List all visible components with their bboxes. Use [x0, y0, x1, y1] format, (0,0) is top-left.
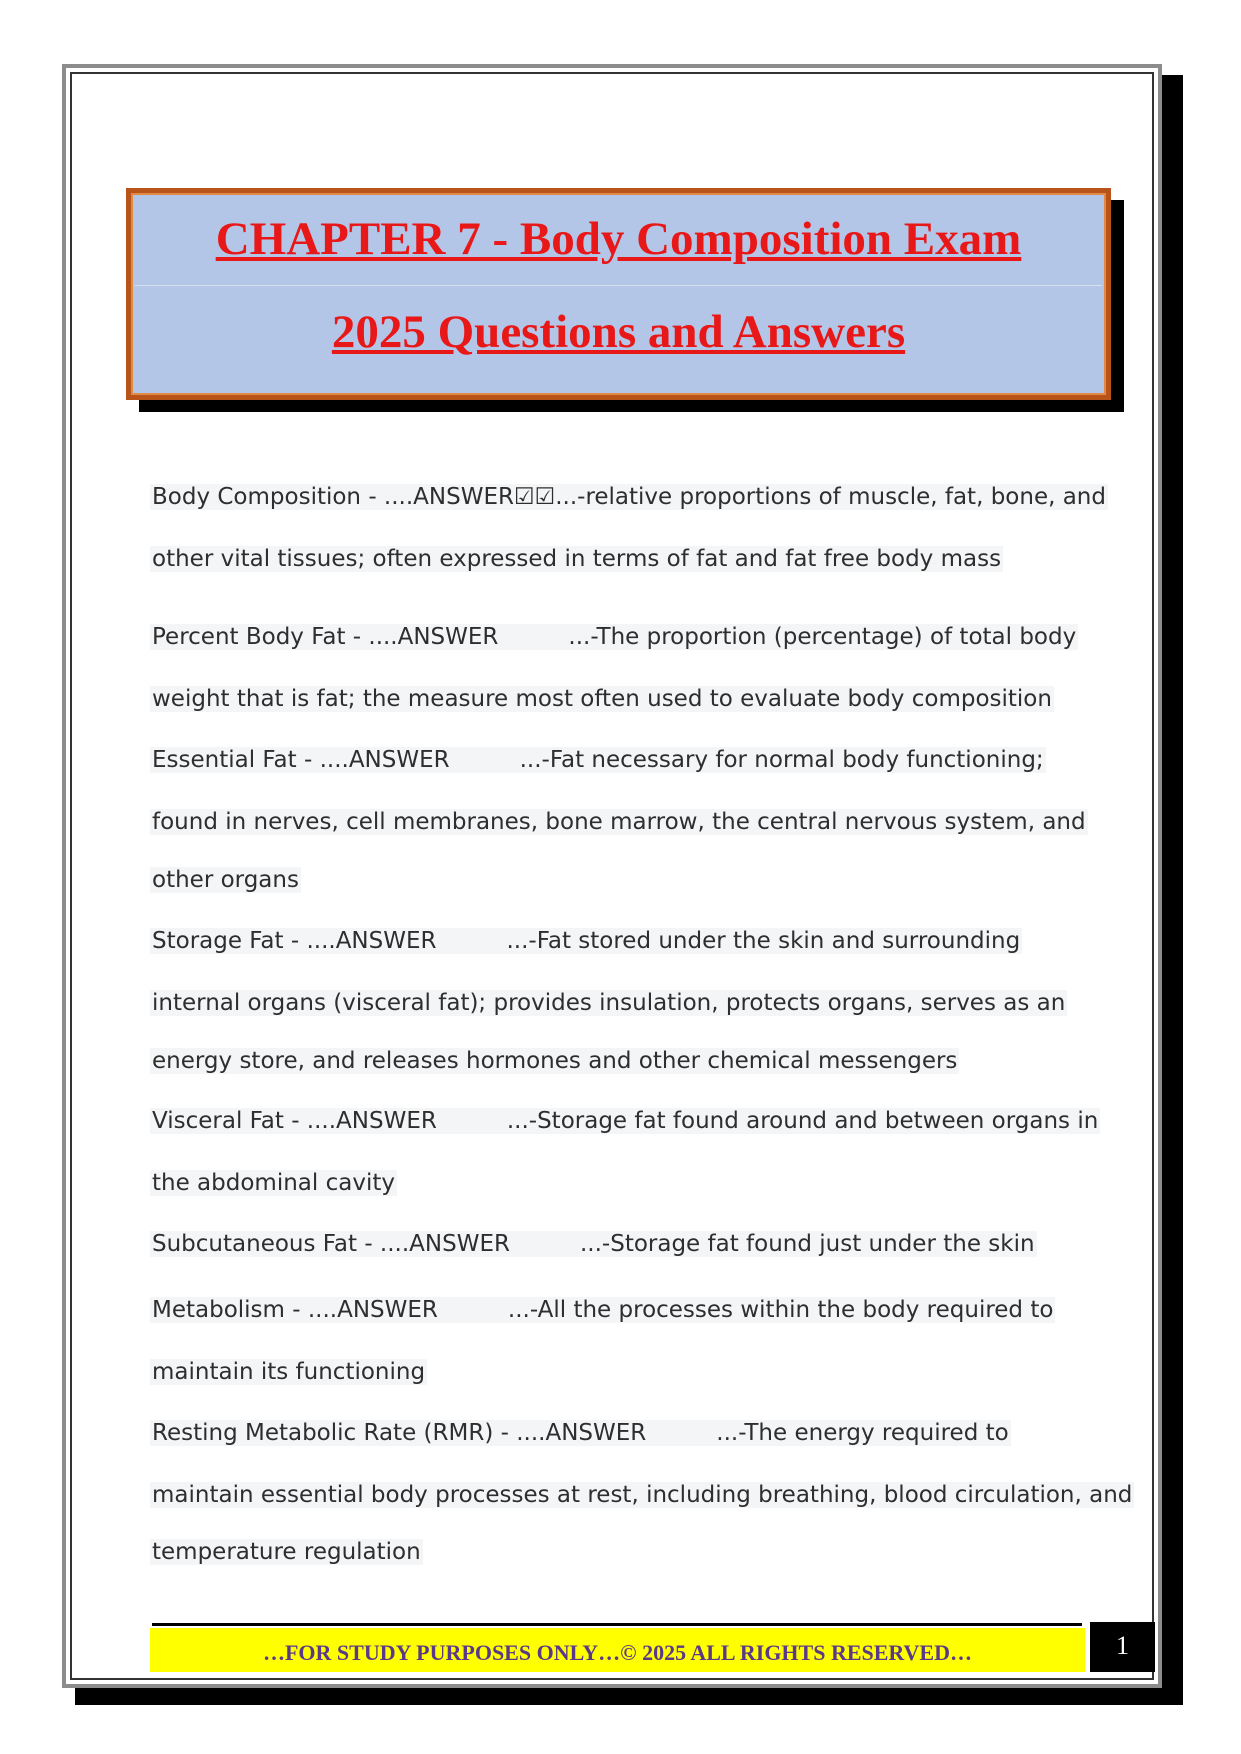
entry-term: Essential Fat - ....ANSWER — [152, 747, 450, 773]
footer-banner: …FOR STUDY PURPOSES ONLY…© 2025 ALL RIGHTS RESERVED… — [150, 1628, 1085, 1672]
footer-rule — [152, 1623, 1082, 1626]
entry-continuation: the abdominal cavity — [152, 1170, 395, 1196]
entry-continuation: other vital tissues; often expressed in terms of fat and fat free body mass — [152, 546, 1002, 572]
entry-line — [150, 928, 1022, 954]
entry-line — [150, 1420, 1011, 1446]
entry-line — [150, 747, 1046, 773]
entry-definition: ...-Fat stored under the skin and surrounding — [506, 928, 1021, 954]
entry-continuation: found in nerves, cell membranes, bone marrow, the central nervous system, and — [152, 809, 1086, 835]
entry-term: Resting Metabolic Rate (RMR) - ....ANSWER — [152, 1420, 647, 1446]
entry-continuation: internal organs (visceral fat); provides insulation, protects organs, serves as an — [152, 990, 1066, 1016]
entry-continuation: temperature regulation — [152, 1539, 421, 1565]
entry-continuation: maintain its functioning — [152, 1359, 426, 1385]
entry-definition: ...-The proportion (percentage) of total body — [568, 624, 1077, 650]
entry-definition: ...-Fat necessary for normal body functioning; — [519, 747, 1044, 773]
title-line-1: CHAPTER 7 - Body Composition Exam — [215, 213, 1022, 265]
entry-term: Metabolism - ....ANSWER — [152, 1297, 438, 1323]
entry-term: Subcutaneous Fat - ....ANSWER — [152, 1231, 510, 1257]
entry-definition: ...-The energy required to — [716, 1420, 1009, 1446]
entry-continuation: other organs — [152, 867, 299, 893]
entry-line — [150, 624, 1078, 650]
entry-definition: ...-All the processes within the body required to — [507, 1297, 1054, 1323]
title-line-2: 2025 Questions and Answers — [331, 306, 906, 358]
entry-term: Storage Fat - ....ANSWER — [152, 928, 437, 954]
entry-term: Percent Body Fat - ....ANSWER — [152, 624, 499, 650]
entry-line — [150, 1231, 1037, 1257]
entry-line — [150, 484, 1108, 510]
entry-definition: ...-Storage fat found just under the skin — [579, 1231, 1035, 1257]
entry-continuation: energy store, and releases hormones and other chemical messengers — [152, 1048, 958, 1074]
entry-term: Body Composition - ....ANSWER☑☑...-relative proportions of muscle, fat, bone, and — [152, 484, 1106, 510]
entry-line — [150, 1297, 1055, 1323]
page-number: 1 — [1090, 1622, 1155, 1672]
entry-line — [150, 1108, 1100, 1134]
entry-continuation: maintain essential body processes at rest, including breathing, blood circulation, and — [152, 1482, 1133, 1508]
entry-term: Visceral Fat - ....ANSWER — [152, 1108, 437, 1134]
entry-continuation: weight that is fat; the measure most often used to evaluate body composition — [152, 686, 1052, 712]
entry-definition: ...-Storage fat found around and between organs in — [506, 1108, 1099, 1134]
title-banner — [126, 188, 1111, 400]
